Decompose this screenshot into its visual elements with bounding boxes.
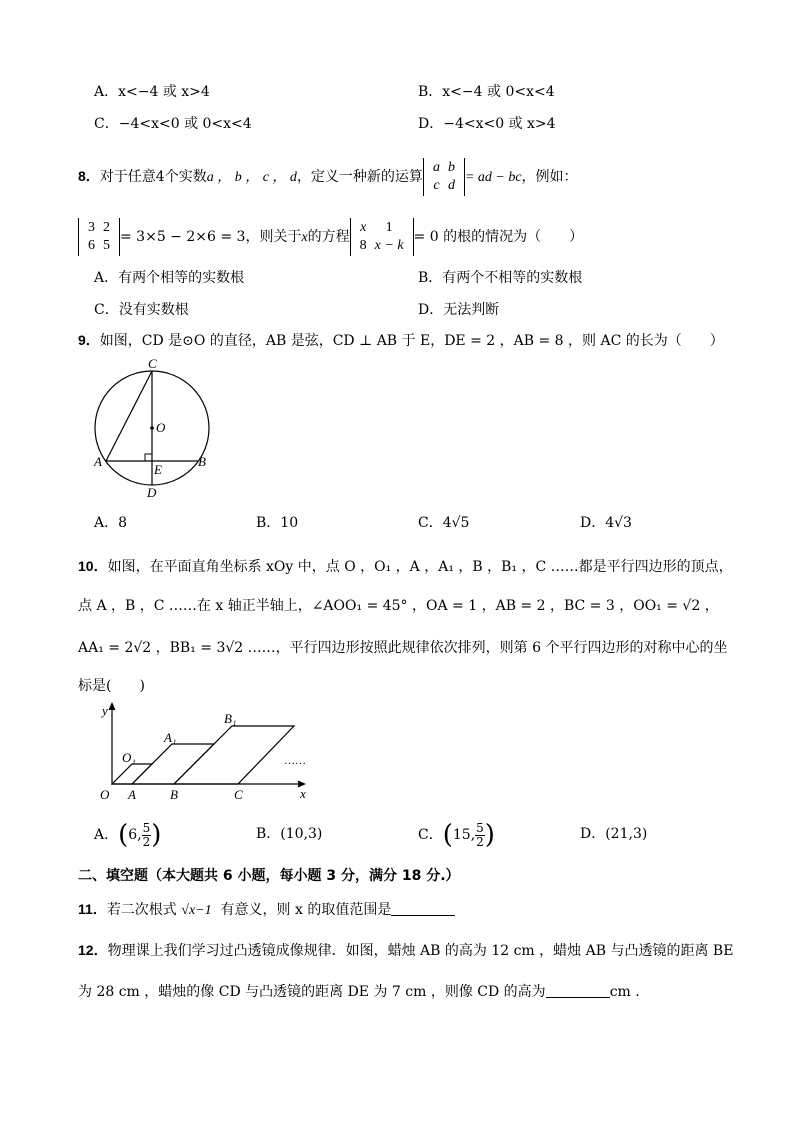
q10-label-a: A	[128, 787, 136, 802]
q9-label-c: C	[148, 356, 157, 371]
q8-example: = 3×5 − 2×6 = 3	[120, 229, 246, 245]
q7-option-a: A．x<−4 或 x>4	[94, 84, 210, 100]
q8-text: ，例如：	[521, 169, 578, 185]
q9-option-b: B．10	[256, 515, 299, 531]
q10-option-c-fraction: $\frac{5}{2}$	[476, 820, 484, 849]
q9-option-a: A．8	[94, 515, 128, 531]
q8-determinant-equation: x 1 8 x − k	[350, 218, 414, 256]
q8-determinant-def: a b c d	[423, 158, 465, 196]
q9-label-d: D	[147, 485, 157, 500]
q7-option-b: B．x<−4 或 0<x<4	[418, 84, 555, 100]
q10-option-b: B．(10,3)	[256, 826, 323, 842]
q9-circle-figure	[88, 355, 218, 505]
q10-number: 10．	[78, 558, 108, 574]
q12-text: 为 28 cm ，蜡烛的像 CD 与凸透镜的距离 DE 为 7 cm ，则像 CD 的高为	[78, 984, 546, 1000]
q9-label-o: O	[156, 420, 166, 435]
q10-label-b1: B₁	[224, 711, 237, 726]
q8-text: 的方程	[307, 229, 350, 245]
q10-label-a1: A₁	[164, 730, 177, 745]
q12-answer-blank[interactable]	[546, 983, 610, 998]
q12-stem-line2	[78, 982, 640, 1002]
q12-stem-line1	[78, 940, 733, 961]
q8-text: ，则关于	[245, 229, 302, 245]
q7-option-d: D．−4<x<0 或 x>4	[418, 116, 556, 132]
q9-option-d: D．4√3	[580, 515, 632, 531]
q12-text: cm .	[609, 984, 640, 1000]
q12-text: 物理课上我们学习过凸透镜成像规律．如图，蜡烛 AB 的高为 12 cm ，蜡烛 AB 与凸透镜的距离 BE	[107, 943, 734, 959]
q8-text: ，定义一种新的运算	[296, 169, 423, 185]
q8-number: 8．	[78, 168, 100, 184]
q10-stem-line2: 点 A ，B ，C ……在 x 轴正半轴上，∠AOO₁ = 45° ，OA = 1 ，AB = 2 ，BC = 3 ，OO₁ = √2 ，	[78, 598, 719, 614]
q10-label-b: B	[170, 787, 178, 802]
q10-label-dots: ……	[284, 755, 306, 767]
q10-stem-line3: AA₁ = 2√2 ，BB₁ = 3√2 ……，平行四边形按照此规律依次排列，则第 6 个平行四边形的对称中心的坐	[78, 640, 728, 656]
q9-text: 如图，CD 是⊙O 的直径，AB 是弦，CD ⊥ AB 于 E，DE = 2 ，AB = 8 ，则 AC 的长为（ ）	[99, 333, 724, 349]
q9-option-c: C．4√5	[418, 515, 470, 531]
q8-stem-line1	[78, 158, 578, 196]
q10-label-o: O	[100, 787, 110, 802]
q11-answer-blank[interactable]	[391, 901, 455, 916]
q10-label-o1: O₁	[122, 750, 136, 765]
q10-option-a-fraction: $\frac{5}{2}$	[142, 820, 151, 849]
q9-label-e: E	[154, 462, 162, 477]
q10-option-d: D．(21,3)	[580, 826, 648, 842]
q8-determinant-example: 3 2 6 5	[78, 218, 120, 256]
q11-text: 若二次根式	[106, 902, 177, 918]
q8-text: 对于任意4个实数	[99, 169, 207, 185]
q10-stem-line1	[78, 556, 733, 577]
q10-axis-label-x: x	[300, 786, 306, 801]
q8-option-d: D．无法判断	[418, 302, 500, 318]
q11-text: 有意义，则 x 的取值范围是	[220, 902, 392, 918]
q11-radical: √x−1	[181, 903, 212, 918]
q12-number: 12．	[78, 942, 108, 958]
q8-def-rhs: = ad − bc	[464, 170, 522, 185]
q10-coordinate-figure	[90, 700, 320, 805]
q11-stem	[78, 899, 455, 921]
q10-label-c: C	[234, 787, 243, 802]
q10-option-c: C．(15, $\frac{5}{2}$ )	[418, 820, 495, 850]
q10-stem-line4: 标是( )	[78, 678, 145, 694]
q9-label-a: A	[94, 454, 102, 469]
q10-text: 如图，在平面直角坐标系 xOy 中，点 O ，O₁ ，A ，A₁ ，B ，B₁ ，C ……都是平行四边形的顶点，	[107, 559, 733, 575]
section-heading-fill-blank: 二、填空题（本大题共 6 小题，每小题 3 分，满分 18 分.）	[78, 868, 460, 884]
q9-number: 9．	[78, 332, 100, 348]
q11-number: 11．	[78, 901, 107, 917]
q10-axis-label-y: y	[102, 703, 108, 718]
q8-option-a: A．有两个相等的实数根	[94, 270, 245, 286]
q10-option-a: A．(6, $\frac{5}{2}$ )	[94, 820, 162, 850]
q8-option-c: C．没有实数根	[94, 302, 189, 318]
q9-stem	[78, 330, 724, 351]
q8-option-b: B．有两个不相等的实数根	[418, 270, 583, 286]
q8-stem-line2: 3 2 6 5 = 3×5 − 2×6 = 3，则关于x的方程 x 1 8 x − k = 0 的根的情况为（ ）	[78, 218, 583, 256]
q8-text: = 0 的根的情况为（ ）	[413, 229, 584, 245]
q7-option-c: C．−4<x<0 或 0<x<4	[94, 116, 252, 132]
q8-vars: a ， b ， c ， d	[206, 170, 297, 185]
q9-label-b: B	[198, 454, 206, 469]
